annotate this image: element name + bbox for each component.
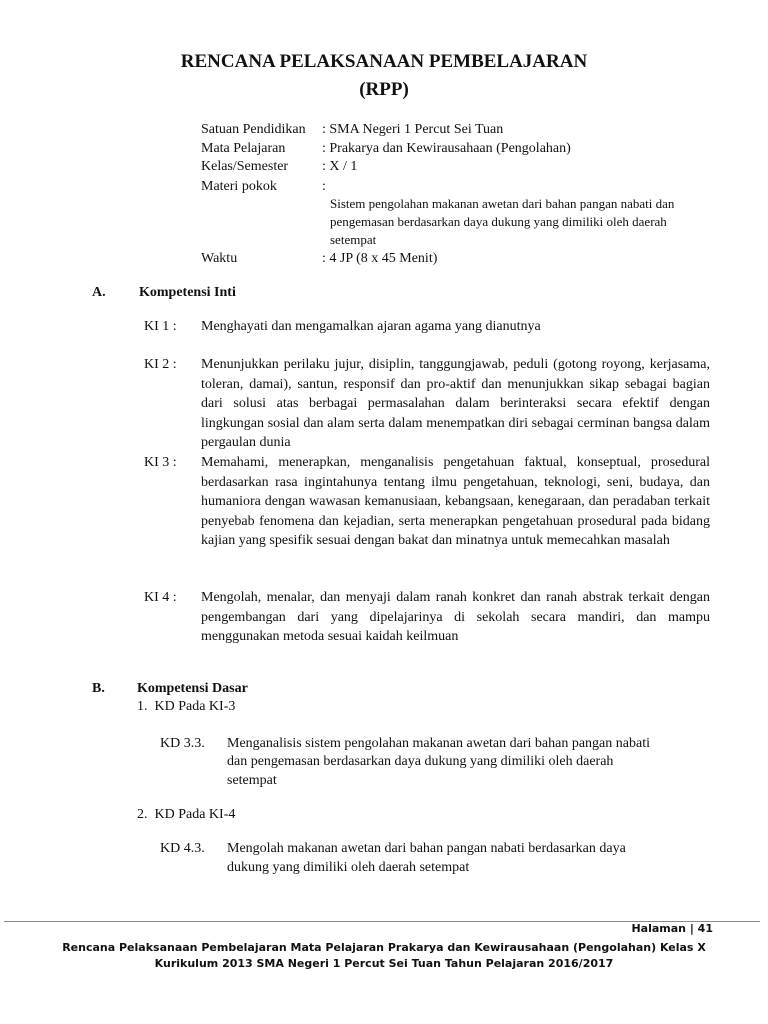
kd33-label: KD 3.3. bbox=[160, 736, 205, 751]
section-a-heading: Kompetensi Inti bbox=[139, 285, 236, 300]
kd43-line-2: dukung yang dimiliki oleh daerah setempat bbox=[227, 860, 470, 875]
mapel-value: : Prakarya dan Kewirausahaan (Pengolahan) bbox=[322, 141, 571, 156]
footer-line-1: Rencana Pelaksanaan Pembelajaran Mata Pelajaran Prakarya dan Kewirausahaan (Pengolahan) Kelas X bbox=[62, 941, 706, 954]
section-a-marker: A. bbox=[92, 285, 106, 300]
materi-line-3: setempat bbox=[330, 232, 377, 247]
waktu-value: : 4 JP (8 x 45 Menit) bbox=[322, 251, 438, 266]
kelas-value: : X / 1 bbox=[322, 159, 358, 174]
materi-label: Materi pokok bbox=[201, 179, 277, 194]
ki4-text: Mengolah, menalar, dan menyaji dalam ranah konkret dan ranah abstrak terkait dengan pengembangan dari yang dipelajarinya di sekolah secara mandiri, dan mampu menggunakan metoda sesuai kaidah keilmuan bbox=[201, 590, 710, 644]
mapel-label: Mata Pelajaran bbox=[201, 141, 286, 156]
kd33-line-3: setempat bbox=[227, 773, 277, 788]
section-b-heading: Kompetensi Dasar bbox=[137, 681, 248, 696]
ki2-label: KI 2 : bbox=[144, 357, 177, 372]
ki1-text: Menghayati dan mengamalkan ajaran agama yang dianutnya bbox=[201, 319, 541, 334]
ki3-label: KI 3 : bbox=[144, 455, 177, 470]
kd-ki4-item: 2. KD Pada KI-4 bbox=[137, 807, 236, 822]
kd43-line-1: Mengolah makanan awetan dari bahan pangan nabati berdasarkan daya bbox=[227, 841, 626, 856]
kd-ki3-item: 1. KD Pada KI-3 bbox=[137, 699, 236, 714]
document-title: RENCANA PELAKSANAAN PEMBELAJARAN bbox=[180, 51, 588, 72]
kd33-line-1: Menganalisis sistem pengolahan makanan awetan dari bahan pangan nabati bbox=[227, 736, 650, 751]
materi-colon: : bbox=[322, 179, 326, 194]
ki2-text: Menunjukkan perilaku jujur, disiplin, tanggungjawab, peduli (gotong royong, kerjasama, toleran, damai), santun, responsif dan pro-aktif dan menunjukkan sikap sebagai bagian dari solusi atas berbagai permasalahan dalam berinteraksi secara efektif dengan lingkungan sosial dan alam serta dalam menempatkan diri sebagai cerminan bangsa dalam pergaulan dunia bbox=[201, 357, 710, 450]
materi-line-1: Sistem pengolahan makanan awetan dari bahan pangan nabati dan bbox=[330, 196, 675, 211]
satuan-label: Satuan Pendidikan bbox=[201, 122, 306, 137]
document-subtitle: (RPP) bbox=[359, 79, 409, 100]
ki4-label: KI 4 : bbox=[144, 590, 177, 605]
footer-line-2: Kurikulum 2013 SMA Negeri 1 Percut Sei Tuan Tahun Pelajaran 2016/2017 bbox=[154, 957, 614, 970]
satuan-value: : SMA Negeri 1 Percut Sei Tuan bbox=[322, 122, 504, 137]
kd33-line-2: dan pengemasan berdasarkan daya dukung yang dimiliki oleh daerah bbox=[227, 754, 614, 769]
kd43-label: KD 4.3. bbox=[160, 841, 205, 856]
section-b-marker: B. bbox=[92, 681, 105, 696]
ki3-text: Memahami, menerapkan, menganalisis pengetahuan faktual, konseptual, prosedural berdasarkan rasa ingintahunya tentang ilmu pengetahuan, teknologi, seni, budaya, dan humaniora dengan wawasan kemanusiaan, kebangsaan, kenegaraan, dan peradaban terkait penyebab fenomena dan kejadian, serta menerapkan pengetahuan prosedural pada bidang kajian yang spesifik sesuai dengan bakat dan minatnya untuk memecahkan masalah bbox=[201, 455, 710, 548]
waktu-label: Waktu bbox=[201, 251, 238, 266]
materi-line-2: pengemasan berdasarkan daya dukung yang dimiliki oleh daerah bbox=[330, 214, 667, 229]
kelas-label: Kelas/Semester bbox=[201, 159, 289, 174]
page-number: Halaman | 41 bbox=[631, 922, 713, 935]
ki1-label: KI 1 : bbox=[144, 319, 177, 334]
